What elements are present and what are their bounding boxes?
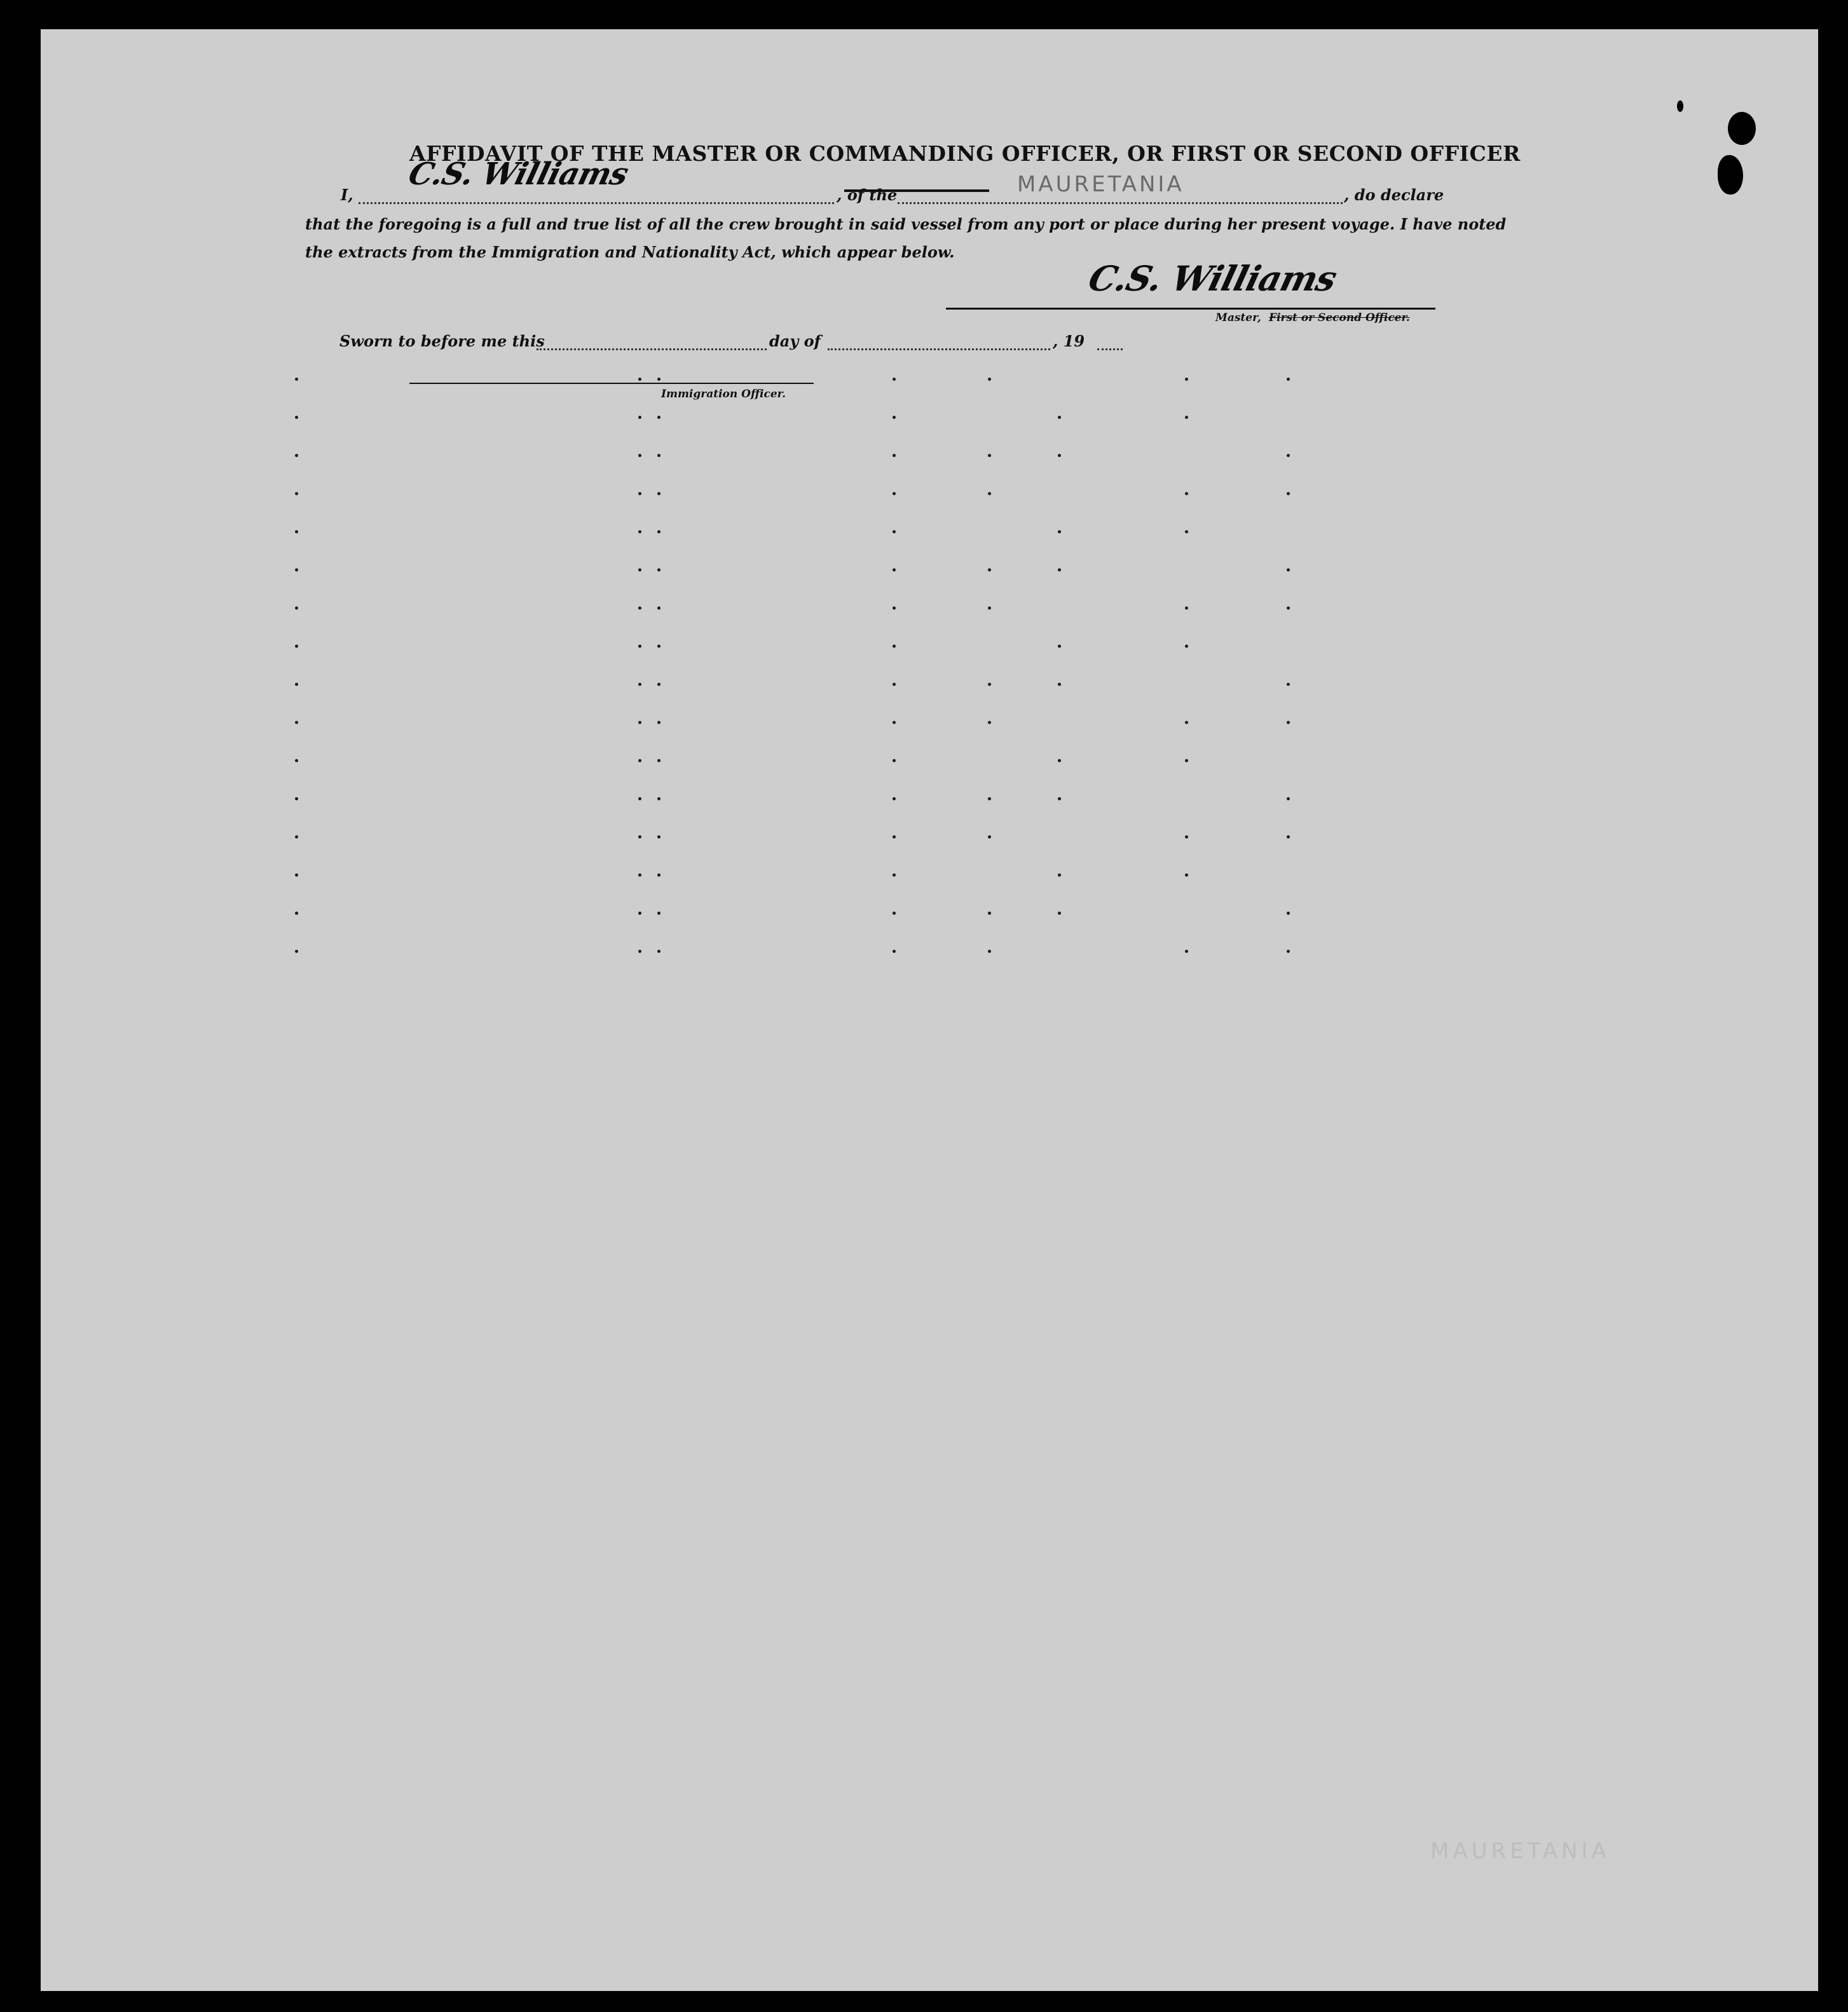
column-dot: [638, 454, 641, 457]
column-dot: [1287, 835, 1290, 838]
column-dot: [657, 912, 660, 915]
column-dot: [638, 950, 641, 953]
bleed-through-text: MAURETANIA: [1430, 1838, 1610, 1864]
column-dot: [657, 759, 660, 762]
column-dot: [893, 759, 896, 762]
column-dot: [893, 416, 896, 419]
column-dot: [295, 683, 298, 686]
column-dot: [295, 797, 298, 800]
column-dot: [1185, 759, 1188, 762]
column-dot: [1058, 416, 1061, 419]
column-dot: [638, 873, 641, 877]
column-dot: [295, 492, 298, 495]
column-dot: [295, 378, 298, 381]
column-dot: [638, 645, 641, 648]
column-dot: [988, 606, 991, 610]
column-dot: [1287, 454, 1290, 457]
line1-of-the: , of the: [837, 186, 898, 204]
column-dot: [893, 873, 896, 877]
document-page: [41, 29, 1818, 1991]
column-dot: [657, 378, 660, 381]
column-dot: [1058, 530, 1061, 533]
ink-blot: [1728, 112, 1756, 145]
column-dot: [893, 530, 896, 533]
column-dot: [1058, 568, 1061, 571]
column-dot: [1287, 492, 1290, 495]
column-dot: [893, 912, 896, 915]
column-dot: [295, 645, 298, 648]
column-dot: [638, 378, 641, 381]
sworn-year: , 19: [1053, 332, 1085, 350]
column-dot: [1185, 530, 1188, 533]
column-dot: [295, 454, 298, 457]
column-dot: [988, 378, 991, 381]
column-dot: [1185, 950, 1188, 953]
vessel-name-field: [898, 202, 1343, 204]
column-dot: [1185, 835, 1188, 838]
column-dot: [1058, 683, 1061, 686]
column-dot: [1058, 873, 1061, 877]
column-dot: [893, 950, 896, 953]
column-dot: [657, 683, 660, 686]
column-dot: [295, 759, 298, 762]
column-dot: [988, 454, 991, 457]
ink-blot: [1677, 100, 1683, 112]
affidavit-title: AFFIDAVIT OF THE MASTER OR COMMANDING OFFICER, OR FIRST OR SECOND OFFICER: [409, 141, 1521, 166]
signer-title-master: Master,: [1215, 311, 1261, 324]
sworn-day-of: day of: [769, 332, 821, 350]
column-dot: [657, 530, 660, 533]
column-dot: [893, 683, 896, 686]
column-dot: [893, 606, 896, 610]
column-dot: [657, 721, 660, 724]
line1-do-declare: , do declare: [1344, 186, 1444, 204]
declarant-name-field: [359, 202, 834, 204]
column-dot: [657, 606, 660, 610]
column-dot: [988, 683, 991, 686]
column-dot: [1287, 950, 1290, 953]
column-dot: [1058, 645, 1061, 648]
column-dot: [988, 568, 991, 571]
column-dot: [1185, 873, 1188, 877]
column-dot: [1287, 912, 1290, 915]
column-dot: [657, 645, 660, 648]
column-dot: [893, 721, 896, 724]
column-dot: [1185, 416, 1188, 419]
column-dot: [893, 797, 896, 800]
column-dot: [1287, 683, 1290, 686]
column-dot: [657, 835, 660, 838]
column-dot: [638, 606, 641, 610]
column-dot: [295, 606, 298, 610]
column-dot: [295, 835, 298, 838]
column-dot: [1185, 492, 1188, 495]
column-dot: [638, 835, 641, 838]
column-dot: [295, 416, 298, 419]
column-dot: [1287, 797, 1290, 800]
column-dot: [1185, 721, 1188, 724]
master-signature: C.S. Williams: [1085, 258, 1341, 299]
officer-signature-line: [409, 383, 814, 384]
column-dot: [638, 492, 641, 495]
column-dot: [1287, 721, 1290, 724]
column-dot: [893, 645, 896, 648]
column-dot: [893, 835, 896, 838]
vessel-stamp: MAURETANIA: [1017, 172, 1184, 197]
column-dot: [988, 797, 991, 800]
sworn-day-field: [537, 348, 767, 350]
column-dot: [657, 950, 660, 953]
column-dot: [1058, 454, 1061, 457]
column-dot: [638, 683, 641, 686]
column-dot: [1287, 606, 1290, 610]
column-dot: [295, 530, 298, 533]
sworn-year-field: [1097, 348, 1123, 350]
column-dot: [988, 912, 991, 915]
column-dot: [638, 721, 641, 724]
column-dot: [657, 492, 660, 495]
column-dot: [657, 454, 660, 457]
column-dot: [1058, 797, 1061, 800]
affidavit-line3: the extracts from the Immigration and Nationality Act, which appear below.: [305, 243, 955, 261]
column-dot: [988, 835, 991, 838]
column-dot: [638, 912, 641, 915]
column-dot: [657, 797, 660, 800]
declarant-signature: C.S. Williams: [405, 156, 632, 192]
column-dot: [295, 912, 298, 915]
column-dot: [295, 873, 298, 877]
column-dot: [1287, 568, 1290, 571]
column-dot: [1185, 645, 1188, 648]
column-dot: [988, 492, 991, 495]
ink-blot: [1718, 155, 1743, 195]
column-dot: [1185, 378, 1188, 381]
line1-prefix: I,: [341, 186, 353, 204]
column-dot: [295, 721, 298, 724]
column-dot: [295, 568, 298, 571]
column-dot: [988, 721, 991, 724]
affidavit-line2: that the foregoing is a full and true list of all the crew brought in said vessel from any port or place during her present voyage. I have noted: [305, 215, 1507, 233]
column-dot: [295, 950, 298, 953]
column-dot: [638, 759, 641, 762]
signer-title-struck: First or Second Officer.: [1269, 311, 1410, 324]
column-dot: [893, 378, 896, 381]
column-dot: [657, 873, 660, 877]
column-dot: [1058, 759, 1061, 762]
sworn-month-field: [828, 348, 1050, 350]
column-dot: [1058, 912, 1061, 915]
column-dot: [638, 568, 641, 571]
column-dot: [638, 797, 641, 800]
column-dot: [893, 492, 896, 495]
column-dot: [893, 568, 896, 571]
immigration-officer-label: Immigration Officer.: [661, 388, 786, 400]
column-dot: [1185, 606, 1188, 610]
column-dot: [657, 416, 660, 419]
column-dot: [638, 530, 641, 533]
column-dot: [893, 454, 896, 457]
column-dot: [1287, 378, 1290, 381]
column-dot: [988, 950, 991, 953]
signature-line: [946, 308, 1435, 310]
column-dot: [657, 568, 660, 571]
sworn-prefix: Sworn to before me this: [339, 332, 545, 350]
column-dot: [638, 416, 641, 419]
